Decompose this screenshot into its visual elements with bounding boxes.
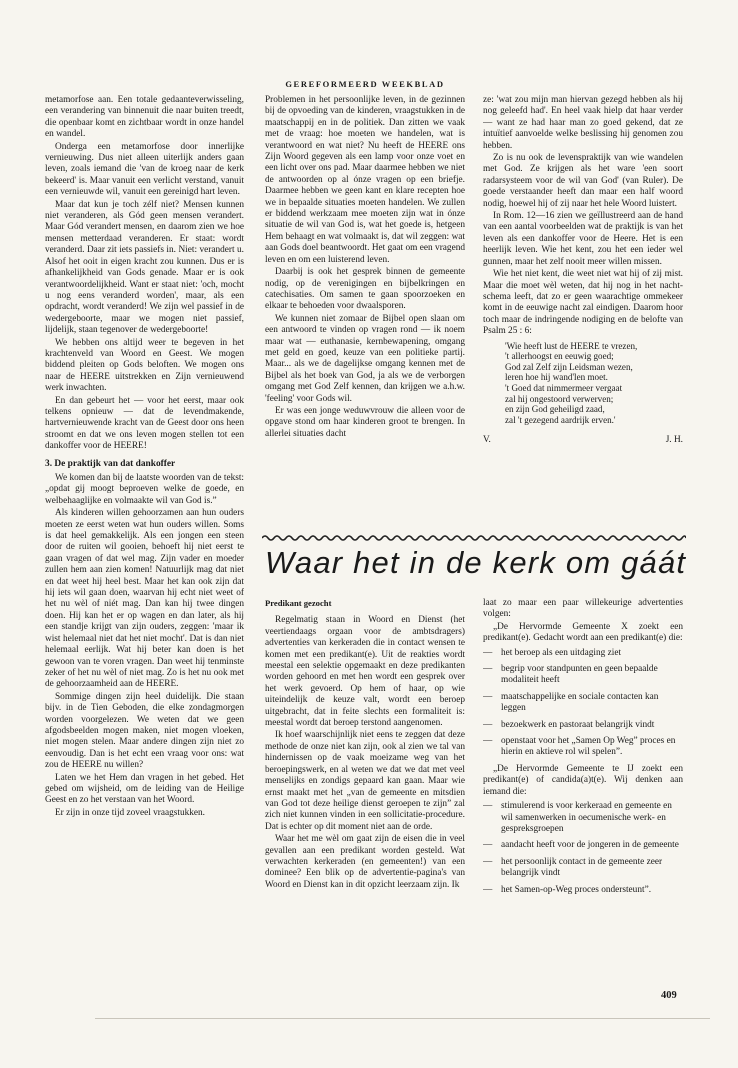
dash-bullet: —	[483, 840, 493, 851]
paragraph: Laten we het Hem dan vragen in het gebed. Het gebed om wijsheid, om de leiding van de Heilige Geest en zo het verstaan van het Woord.	[45, 772, 244, 806]
poem-line: zal hij ongestoord verwerven;	[505, 393, 614, 404]
list-item-text: het beroep als een uitdaging ziet	[501, 647, 622, 658]
paragraph: Regelmatig staan in Woord en Dienst (het veertiendaags orgaan voor de ambtsdragers) advertenties van kerkeraden die in contact wensen te komen met een predikant(e). Uit de reakties wordt meestal een selektie opgemaakt en deze predikanten worden gehoord en met hen wordt een gesprek over het werk gevoerd. Op hem of haar, op wie uiteindelijk de keuze valt, wordt een beroep uitgebracht, dat in feite slechts een formaliteit is: meestal wordt dat beroep terstond aangenomen.	[265, 615, 465, 729]
paragraph: ze: 'wat zou mijn man hiervan gezegd hebben als hij nog geleefd had'. En heel vaak hielp dat haar verder — want ze had haar man zo goed gekend, dat ze intuïtief aanvoelde welke beslissing hij genomen zou hebben.	[483, 95, 683, 151]
list-item-text: begrip voor standpunten en geen bepaalde modaliteit heeft	[501, 664, 658, 686]
dash-bullet: —	[483, 736, 493, 747]
paragraph: Er was een jonge weduwvrouw die alleen voor de opgave stond om haar kinderen groot te brengen. In allerlei situaties dacht	[265, 405, 465, 439]
signature	[483, 435, 683, 446]
article-title: Waar het in de kerk om gáát	[265, 545, 687, 580]
paragraph: Problemen in het persoonlijke leven, in de gezinnen bij de opvoeding van de kinderen, vraagstukken in de maatschappij en in de politiek. Dan zitten we vaak met de vraag: hoe moeten we handelen, wat is verantwoord en wat niet? Nu heeft de HEERE ons Zijn Woord gegeven als een lamp voor onze voet en een licht over ons pad. Maar daarmee hebben we niet de antwoorden op al ónze vragen op een briefje. Daarmee hebben we geen kant en klare recepten hoe we in bepaalde situaties moeten handelen. We zullen er biddend werkzaam mee moeten zijn wat in ónze situatie de wil van God is, wat het goede is, hetgeen Hem behaagt en wat volmaakt is, dat wil zeggen: wat aan Gods doel beantwoordt. Het gaat om een vragend leven en om een luisterend leven.	[265, 95, 465, 265]
dash-bullet: —	[483, 647, 493, 658]
paragraph: In Rom. 12—16 zien we geïllustreerd aan de hand van een aantal voorbeelden wat de praktijk is van het leven als een dankoffer voor de Heere. Het is een heerlijk leven. Wie het kent, zou het een ieder wel gunnen, maar het zelf nooit meer willen missen.	[483, 211, 683, 267]
paragraph: Zo is nu ook de levenspraktijk van wie wandelen met God. Ze krijgen als het ware 'een soort radarsysteem voor de wil van God' (van Ruler). De goede verstaander heeft dan maar een half woord nodig, hoewel hij of zij naar het hele Woord luistert.	[483, 153, 683, 209]
poem-line: 't allerhoogst en eeuwig goed;	[505, 351, 614, 362]
list-item	[483, 720, 683, 731]
poem-line: God zal Zelf zijn Leidsman wezen,	[505, 361, 633, 372]
paragraph: Daarbij is ook het gesprek binnen de gemeente nodig, op de verenigingen en bijbelkringen en catechisaties. Om samen te gaan spoorzoeken en elkaar te behoeden voor dwaalsporen.	[265, 267, 465, 312]
ad-list-1	[483, 648, 683, 759]
list-item-text: stimulerend is voor kerkeraad en gemeente en wil samenwerken in oecumenische werk- en gespreksgroepen	[501, 801, 672, 834]
dash-bullet: —	[483, 691, 493, 702]
column-5	[483, 598, 683, 978]
poem-line: zal 't gezegend aardrijk erven.'	[505, 414, 616, 425]
dash-bullet: —	[483, 719, 493, 730]
list-item	[483, 801, 683, 835]
ad-intro: „De Hervormde Gemeente te IJ zoekt een predikant(e) of candida(a)t(e). Wij denken aan iemand die:	[483, 763, 683, 797]
ad-list-2	[483, 801, 683, 896]
paragraph: Sommige dingen zijn heel duidelijk. Die staan bijv. in de Tien Geboden, die elke zondagmorgen worden voorgelezen. We weten dat we geen afgodsbeelden mogen maken, niet mogen vloeken, niet mogen stelen. Maar andere dingen zijn niet zo eenvoudig. Dan is het echt een vraag voor ons: wat zou de HEERE nu willen?	[45, 691, 244, 771]
column-3	[483, 95, 683, 525]
paragraph: Als kinderen willen gehoorzamen aan hun ouders moeten ze eerst weten wat hun ouders willen. Soms is dat heel gemakkelijk. Als een jongen een steen door de ruiten wil gooien, behoeft hij niet eerst te gaan vragen of dat wel mag. Zijn vader en moeder zullen hem aan zien komen! Natuurlijk mag dat niet en dat weet hij heel best. Maar het kan ook zijn dat hij iets wil gaan doen, waarvan hij echt niet weet of het nu wèl of niét mag. Dan kan hij twee dingen doen. Hij kan het er op wagen en dan later, als hij een standje krijgt van zijn ouders, zeggen: 'maar ik wist helemaal niet dat het niet mocht'. Dat is dan niet helemaal eerlijk. Wat hij beter kan doen is het gewoon van te voren vragen. Dan weet hij tenminste zeker of het nu wèl of niet mag. Zo is het nu ook met de gehoorzaamheid aan de HEERE.	[45, 508, 244, 690]
dash-bullet: —	[483, 664, 493, 675]
signature-right: J. H.	[665, 435, 683, 446]
list-item-text: het persoonlijk contact in de gemeente zeer belangrijk vindt	[501, 856, 663, 879]
list-item-text: aandacht heeft voor de jongeren in de gemeente	[501, 840, 679, 851]
column-4	[265, 598, 465, 958]
page-number: 409	[661, 990, 677, 1001]
running-header: GEREFORMEERD WEEKBLAD	[285, 79, 445, 89]
paragraph: Waar het me wèl om gaat zijn de eisen die in veel gevallen aan een predikant worden gesteld. Wat verwachten kerkeraden (en gemeenten!) van een dominee? Een blik op de advertentie-pagina's van Woord en Dienst kan in dit opzicht leerzaam zijn. Ik	[265, 834, 465, 890]
list-item	[483, 648, 683, 659]
paragraph: Maar dat kun je toch zélf niet? Mensen kunnen niet veranderen, als Gód geen mensen verandert. Maar Gód verandert mensen, en daarom zien we hoe mensen metterdaad veranderen. Er staat: wordt veranderd. Daar zit iets passiefs in. Niet: verandert u. Alsof het ooit in eigen kracht zou kunnen. Dus er is afhankelijkheid van Gods genade. Maar er is ook verantwoordelijkheid. Want er staat niet: 'och, mocht u nog eens veranderd worden', maar, als een opdracht, wordt veranderd! We zijn wel passief in de wedergeboorte, maar we mogen niet passief, lijdelijk, staan tegenover de wedergeboorte!	[45, 199, 244, 336]
poem-line: en zijn God geheiligd zaad,	[505, 404, 605, 415]
paragraph: laat zo maar een paar willekeurige advertenties volgen:	[483, 598, 683, 620]
list-item-text: het Samen-op-Weg proces ondersteunt”.	[501, 884, 652, 895]
list-item-text: openstaat voor het „Samen Op Weg” proces en hierin en aktieve rol wil spelen”.	[501, 736, 676, 758]
ad-intro: „De Hervormde Gemeente X zoekt een predikant(e). Gedacht wordt aan een predikant(e) die:	[483, 621, 683, 644]
list-item-text: bezoekwerk en pastoraat belangrijk vindt	[501, 719, 655, 730]
list-item-text: maatschappelijke en sociale contacten kan leggen	[501, 691, 659, 714]
signature-left: V.	[483, 435, 491, 446]
column-1	[45, 95, 244, 945]
list-item	[483, 857, 683, 880]
paragraph: We hebben ons altijd weer te begeven in het krachtenveld van Woord en Geest. We mogen biddend pleiten op Gods beloften. We mogen ons naar de HEERE uitstrekken en Zijn vernieuwend werk inwachten.	[45, 337, 244, 394]
column-2	[265, 95, 465, 525]
paragraph: We komen dan bij de laatste woorden van de tekst: „opdat gij moogt beproeven welke de goede, en welbehaaglijke en volmaakte wil van God is.”	[45, 473, 244, 506]
dash-bullet: —	[483, 856, 493, 867]
paragraph: metamorfose aan. Een totale gedaanteverwisseling, een verandering van binnenuit die naar buiten treedt, die openbaar komt en zichtbaar wordt in onze handel en wandel.	[45, 95, 244, 140]
poem-line: leren hoe hij wand'len moet.	[505, 372, 608, 383]
section-heading: 3. De praktijk van dat dankoffer	[45, 458, 176, 469]
list-item	[483, 885, 683, 896]
psalm-quote	[505, 341, 683, 426]
list-item	[483, 664, 683, 687]
list-item	[483, 692, 683, 715]
paragraph: Ik hoef waarschijnlijk niet eens te zeggen dat deze methode de onze niet kan zijn, ook al zien we tal van hindernissen op de vaak moeizame weg van het beroepingswerk, en al weten we dat we dat met veel menselijks en zondigs gepaard kan gaan. Maar wie ernst maakt met het „van de gemeente en mitsdien van God tot deze heilige dienst geroepen te zijn” zal zich niet kunnen vinden in een sollicitatie-procedure. Dat is echter op dit moment niet aan de orde.	[265, 730, 465, 832]
list-item	[483, 840, 683, 851]
paragraph: We kunnen niet zomaar de Bijbel open slaan om een antwoord te vinden op vragen rond — ik noem maar wat — euthanasie, kernbewapening, omgang met geld en goed, keuze van een politieke partij. Maar... als we de dagelijkse omgang kennen met de Bijbel als het boek van God, ja als we de verborgen omgang met God Zelf kennen, dan krijgen we a.h.w. 'feeling' voor Gods wil.	[265, 313, 465, 404]
wavy-divider	[262, 533, 686, 543]
paragraph: Wie het niet kent, die weet niet wat hij of zij mist. Maar die moet wèl weten, dat hij nog in het nacht-schema leeft, dat zo er geen waarachtige ommekeer komt in de eeuwige nacht zal eindigen. Daarom hoor toch maar de indringende nodiging en de belofte van Psalm 25 : 6:	[483, 269, 683, 337]
paragraph: Er zijn in onze tijd zoveel vraagstukken.	[55, 807, 205, 818]
poem-line: 't Goed dat nimmermeer vergaat	[505, 382, 623, 393]
paragraph: En dan gebeurt het — voor het eerst, maar ook telkens opnieuw — dat de levendmakende, hartvernieuwende kracht van de Geest door ons heen stroomt en dat we ons leven mogen stellen tot een dankoffer voor de HEERE!	[45, 395, 244, 452]
dash-bullet: —	[483, 884, 493, 895]
list-item	[483, 736, 683, 759]
bottom-rule	[95, 1018, 710, 1019]
dash-bullet: —	[483, 801, 493, 812]
poem-line: 'Wie heeft lust de HEERE te vrezen,	[505, 340, 638, 351]
article-subheading: Predikant gezocht	[265, 598, 332, 608]
paragraph: Onderga een metamorfose door innerlijke vernieuwing. Dus niet alleen uiterlijk anders gaan leven, zoals iemand die 'van de kroeg naar de kerk bekeerd' is. Maar vanuit een verlicht verstand, vanuit een vernieuwde wil, vanuit een gereinigd hart leven.	[45, 141, 244, 198]
